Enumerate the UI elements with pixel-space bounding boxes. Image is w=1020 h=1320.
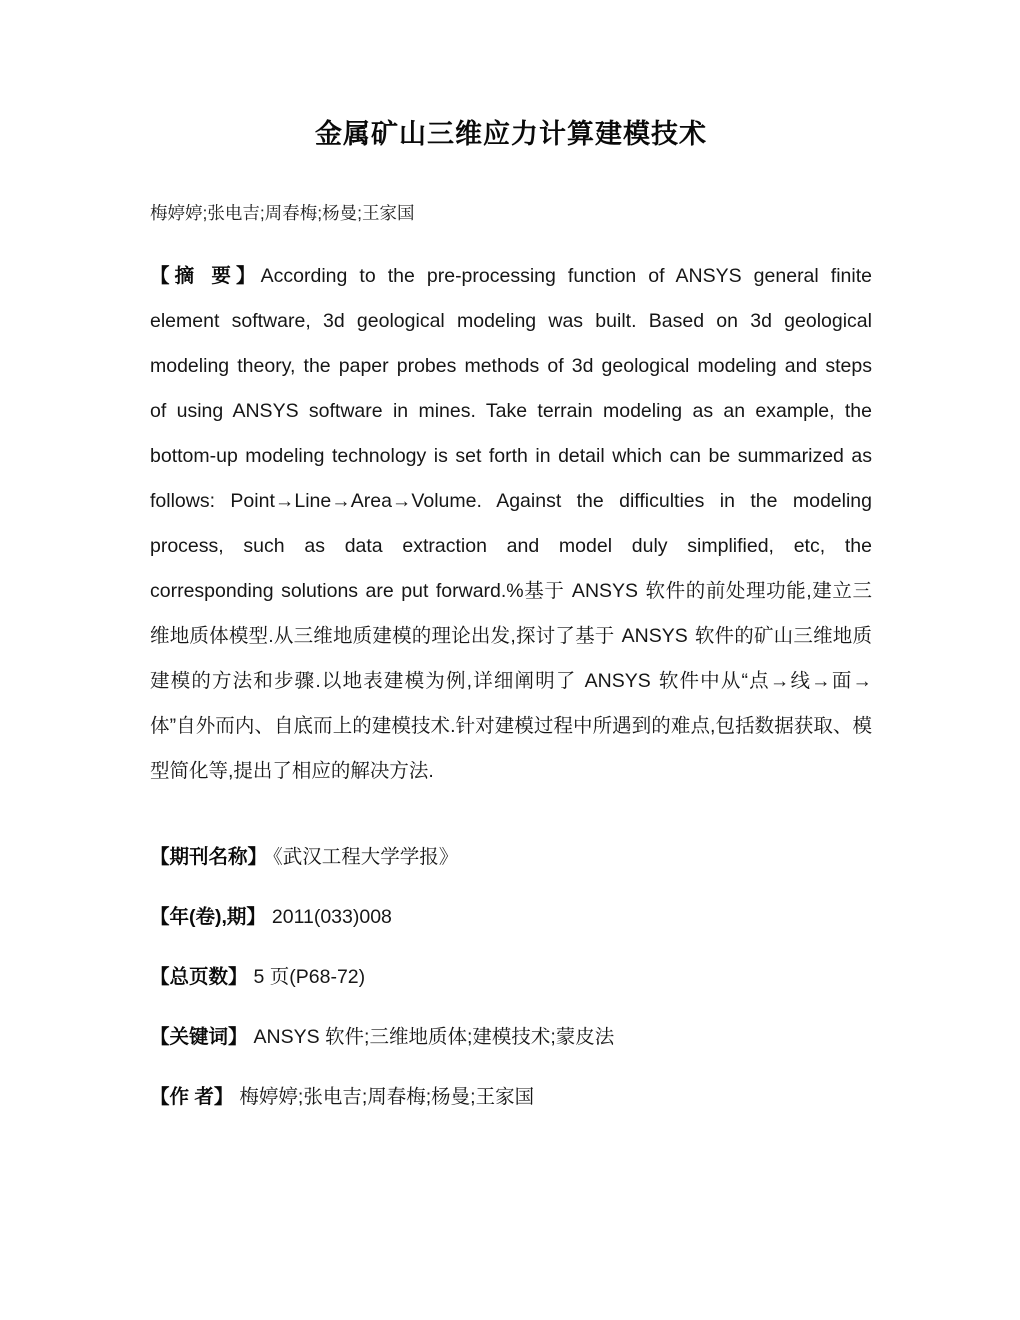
authors-row-value: 梅婷婷;张电吉;周春梅;杨曼;王家国 <box>239 1086 535 1108</box>
abstract-paragraph <box>150 254 872 794</box>
paper-title: 金属矿山三维应力计算建模技术 <box>315 119 707 149</box>
abstract-text: According to the pre-processing function of ANSYS general finite element software, 3d geological modeling was built. Based on 3d geological modeling theory, the paper probes methods of 3d geological modeling and steps of using ANSYS software in mines. Take terrain modeling as an example, the bottom-up modeling technology is set forth in detail which can be summarized as follows: Point→Line→Area→Volume. Against the difficulties in the modeling process, such as data extraction and model duly simplified, etc, the corresponding solutions are put forward.%基于 ANSYS 软件的前处理功能,建立三维地质体模型.从三维地质建模的理论出发,探讨了基于 ANSYS 软件的矿山三维地质建模的方法和步骤.以地表建模为例,详细阐明了 ANSYS 软件中从“点→线→面→体”自外而内、自底而上的建模技术.针对建模过程中所遇到的难点,包括数据获取、模型简化等,提出了相应的解决方法. <box>150 265 872 782</box>
metadata-block <box>150 844 872 1110</box>
year-volume-issue-value: 2011(033)008 <box>271 906 392 928</box>
abstract-label: 【摘 要】 <box>150 265 261 287</box>
journal-name-row <box>150 844 872 870</box>
journal-name-label: 【期刊名称】 <box>150 846 268 868</box>
year-volume-issue-label: 【年(卷),期】 <box>150 906 266 928</box>
page-count-row <box>150 964 872 990</box>
keywords-value: ANSYS 软件;三维地质体;建模技术;蒙皮法 <box>253 1026 615 1048</box>
authors-line: 梅婷婷;张电吉;周春梅;杨曼;王家国 <box>150 203 415 223</box>
page-count-value: 5 页(P68-72) <box>253 966 366 988</box>
page-count-label: 【总页数】 <box>150 966 248 988</box>
journal-name-value: 《武汉工程大学学报》 <box>273 846 459 868</box>
keywords-label: 【关键词】 <box>150 1026 248 1048</box>
authors-row <box>150 1084 872 1110</box>
authors-row-label: 【作 者】 <box>150 1086 234 1108</box>
keywords-row <box>150 1024 872 1050</box>
year-volume-issue-row <box>150 904 872 930</box>
